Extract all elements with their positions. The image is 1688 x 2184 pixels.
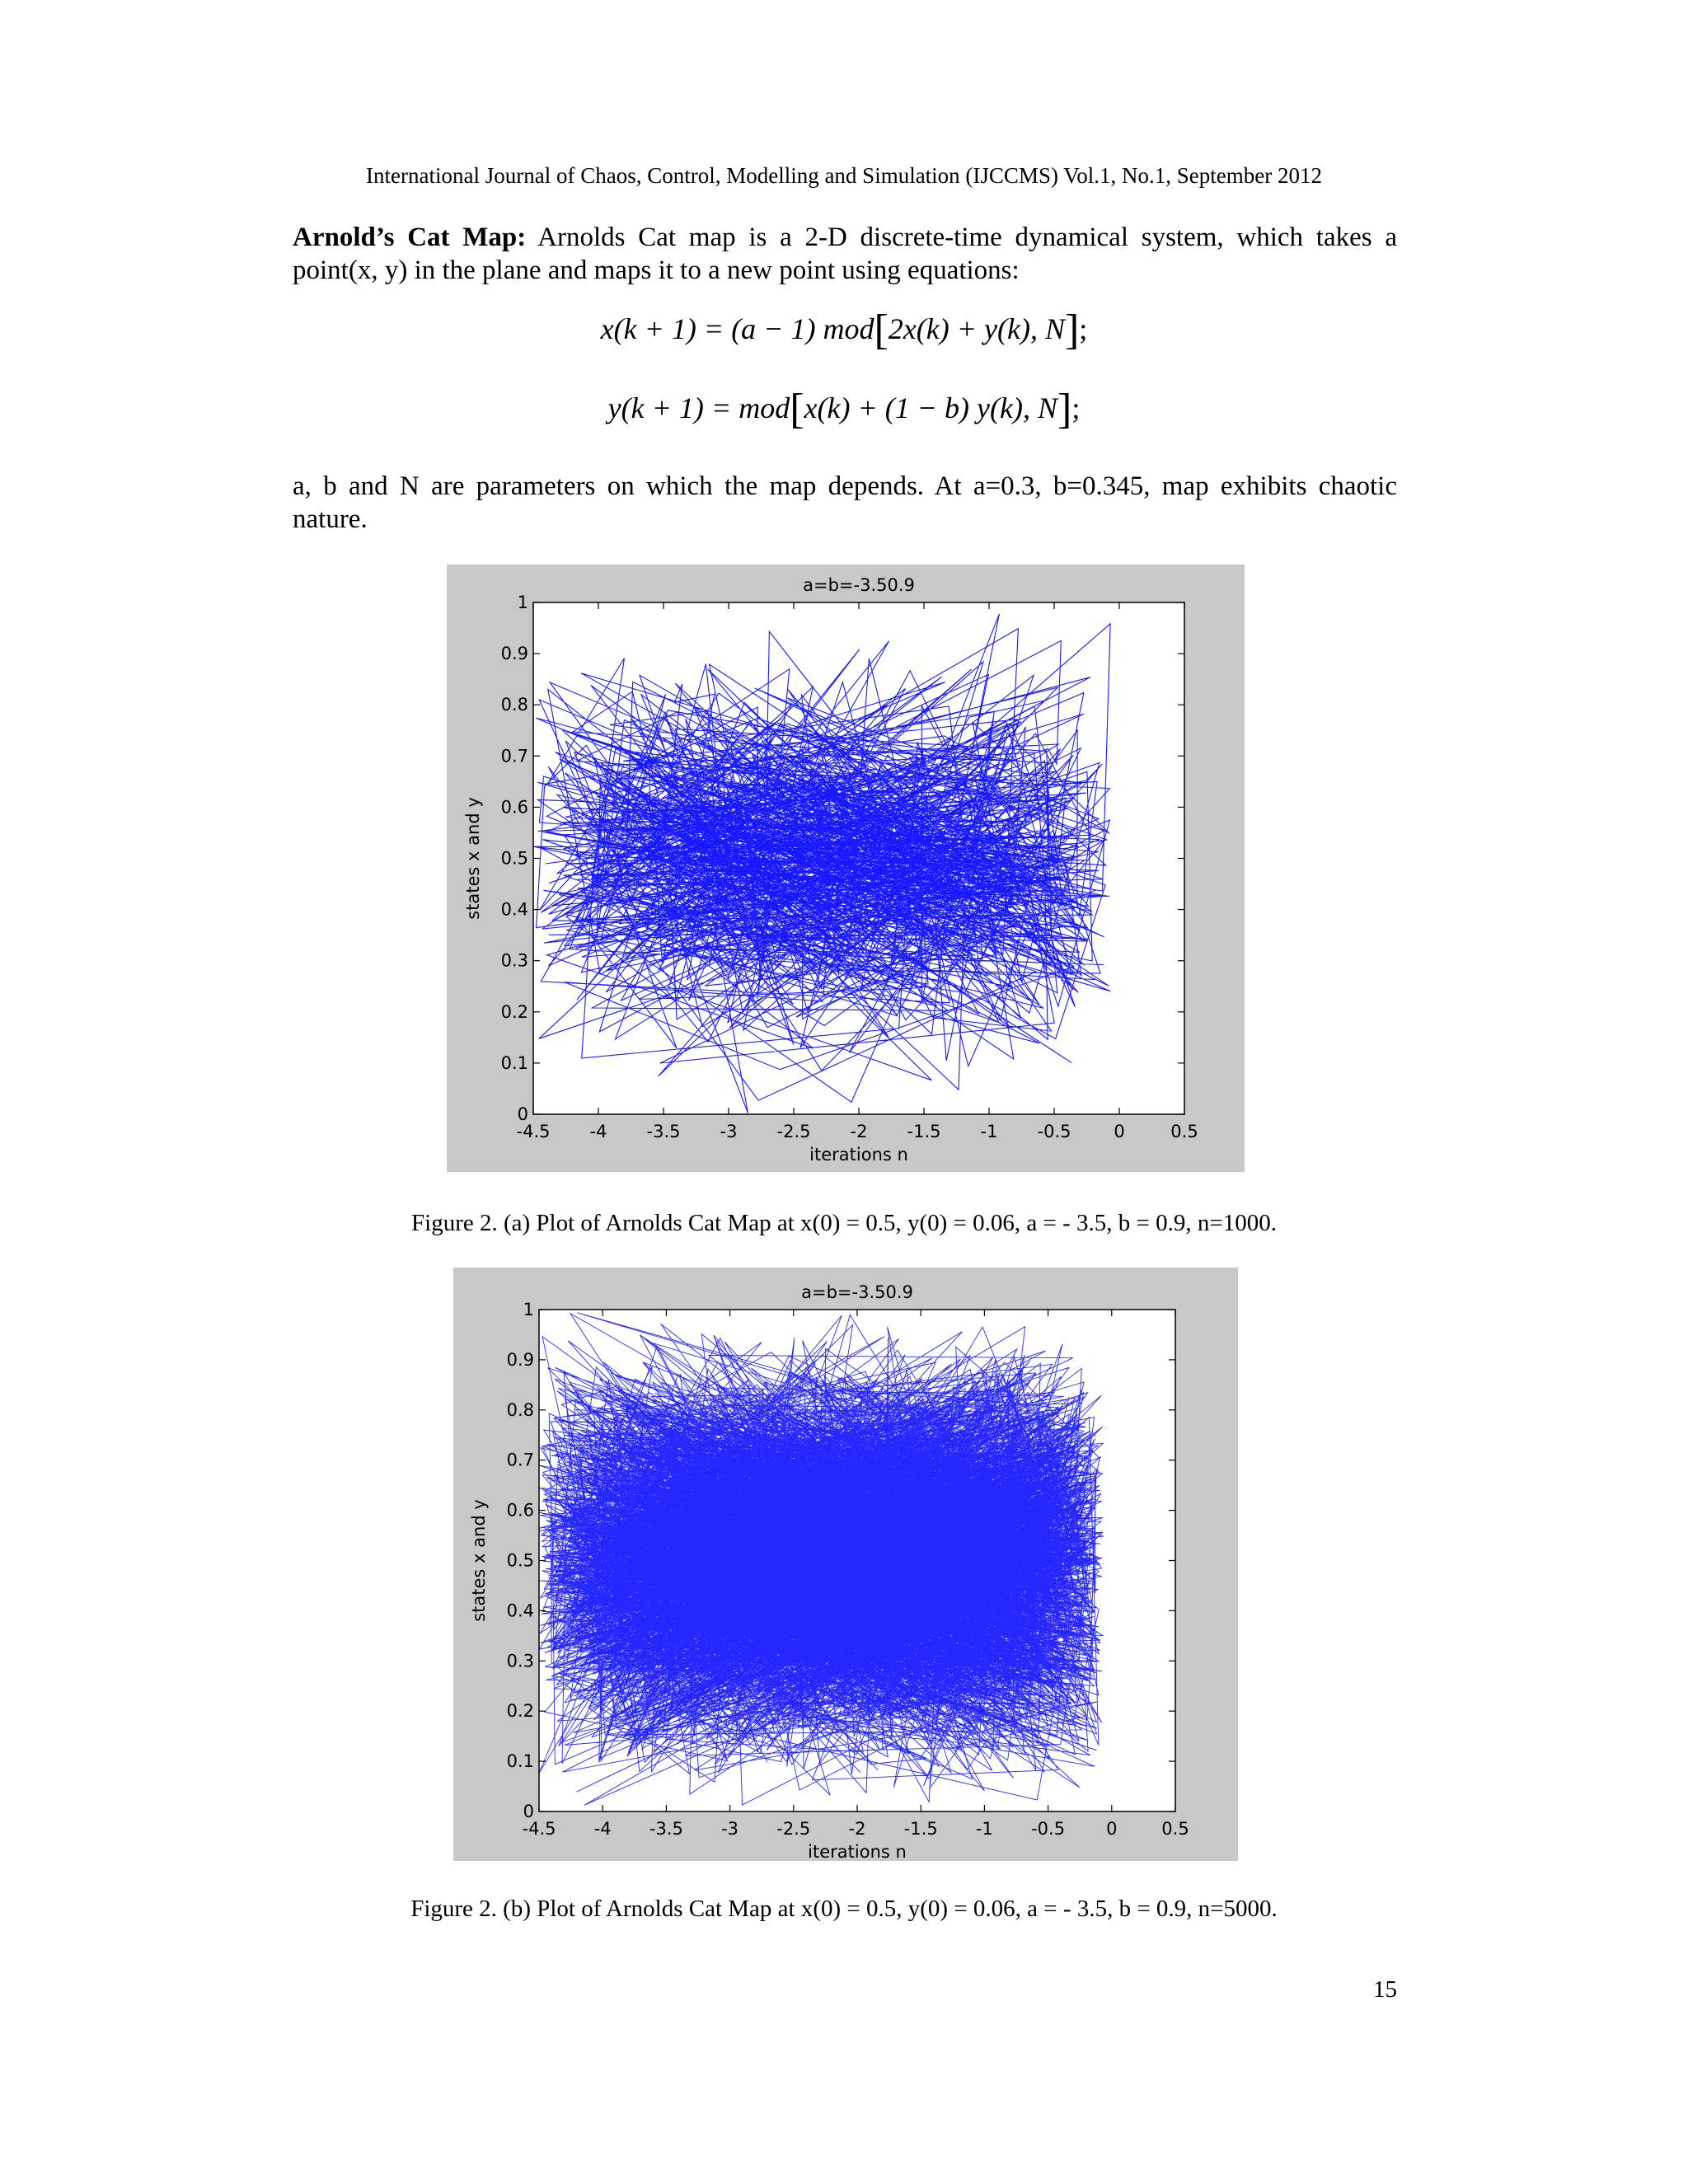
- equation-y-close-bracket: ]: [1057, 386, 1072, 433]
- y-tick-label: 0: [517, 1104, 528, 1124]
- x-tick-label: -4.5: [522, 1819, 556, 1839]
- y-tick-label: 0.7: [500, 746, 528, 766]
- y-tick-label: 0.4: [500, 899, 528, 920]
- term-arnolds-cat-map: Arnold’s Cat Map:: [293, 223, 527, 252]
- parameters-paragraph: a, b and N are parameters on which the map depends. At a=0.3, b=0.345, map exhibits chaotic nature.: [293, 471, 1397, 534]
- equation-x-terminator: ;: [1079, 312, 1088, 345]
- y-tick-label: 0.3: [506, 1651, 534, 1671]
- x-tick-label: -3.5: [646, 1122, 681, 1141]
- y-tick-label: 1: [517, 593, 528, 612]
- x-tick-label: 0: [1106, 1819, 1118, 1839]
- x-tick-label: -1.5: [903, 1819, 938, 1839]
- journal-header: International Journal of Chaos, Control, Modelling and Simulation (IJCCMS) Vol.1, No.1, September 2012: [366, 163, 1322, 188]
- equation-y-argument: x(k) + (1 − b) y(k), N: [804, 391, 1057, 424]
- y-axis-label: states x and y: [463, 797, 483, 920]
- equation-x: [0, 307, 1688, 354]
- x-tick-label: -4: [593, 1819, 612, 1839]
- figure-2a-plot: [447, 565, 1245, 1172]
- x-tick-label: -2: [850, 1122, 868, 1141]
- chart-title: a=b=-3.50.9: [803, 575, 915, 595]
- y-axis-label: states x and y: [469, 1499, 489, 1622]
- equation-x-open-bracket: [: [874, 307, 889, 354]
- chart-title: a=b=-3.50.9: [801, 1282, 913, 1302]
- equation-y-terminator: ;: [1071, 391, 1081, 424]
- equation-x-close-bracket: ]: [1064, 307, 1080, 354]
- x-tick-label: -0.5: [1037, 1122, 1071, 1141]
- y-tick-label: 0.1: [500, 1052, 528, 1073]
- page-number: 15: [1373, 1976, 1397, 2003]
- intro-text: Arnolds Cat map is a 2-D discrete-time dynamical system, which takes a point(x, y) in the plane and maps it to a new point using equations:: [293, 223, 1397, 285]
- figure-2b-caption: Figure 2. (b) Plot of Arnolds Cat Map at x(0) = 0.5, y(0) = 0.06, a = - 3.5, b = 0.9, n=5000.: [410, 1896, 1278, 1922]
- figure-2a: [447, 565, 1245, 1172]
- x-tick-label: -4.5: [516, 1122, 551, 1141]
- equation-x-argument: 2x(k) + y(k), N: [888, 312, 1065, 345]
- x-tick-label: -1.5: [907, 1122, 941, 1141]
- y-tick-label: 0.9: [506, 1349, 534, 1370]
- equation-y-lhs: y(k + 1) = mod: [607, 391, 790, 424]
- y-tick-label: 0.5: [500, 848, 528, 869]
- x-tick-label: -3: [721, 1819, 739, 1839]
- y-tick-label: 0.8: [500, 695, 528, 715]
- x-tick-label: -3.5: [649, 1819, 683, 1839]
- y-tick-label: 0.2: [506, 1701, 534, 1722]
- figure-2b-plot: [453, 1268, 1238, 1861]
- x-tick-label: -1: [975, 1819, 993, 1839]
- y-tick-label: 0.7: [506, 1450, 534, 1470]
- x-tick-label: 0.5: [1161, 1819, 1189, 1839]
- y-tick-label: 1: [523, 1300, 534, 1319]
- y-tick-label: 0.8: [506, 1399, 534, 1420]
- x-axis-label: iterations n: [808, 1842, 907, 1861]
- x-tick-label: 0.5: [1170, 1122, 1198, 1141]
- x-tick-label: 0: [1114, 1122, 1125, 1141]
- y-tick-label: 0.6: [506, 1500, 534, 1521]
- x-tick-label: -3: [720, 1122, 738, 1141]
- equation-y-open-bracket: [: [790, 386, 804, 433]
- equation-y: [0, 386, 1688, 433]
- x-tick-label: -4: [589, 1122, 607, 1141]
- y-tick-label: 0.3: [500, 950, 528, 971]
- x-tick-label: -2: [848, 1819, 866, 1839]
- y-tick-label: 0.5: [506, 1550, 534, 1571]
- y-tick-label: 0.2: [500, 1001, 528, 1022]
- y-tick-label: 0.6: [500, 797, 528, 818]
- y-tick-label: 0: [523, 1802, 534, 1821]
- y-tick-label: 0.1: [506, 1751, 534, 1772]
- y-tick-label: 0.9: [500, 644, 528, 664]
- equation-x-lhs: x(k + 1) = (a − 1) mod: [600, 312, 874, 345]
- y-tick-label: 0.4: [506, 1601, 534, 1621]
- figure-2b: [453, 1268, 1238, 1861]
- x-tick-label: -2.5: [776, 1122, 811, 1141]
- x-tick-label: -0.5: [1031, 1819, 1066, 1839]
- intro-paragraph: [293, 221, 1397, 287]
- x-tick-label: -2.5: [776, 1819, 811, 1839]
- x-axis-label: iterations n: [809, 1145, 908, 1165]
- x-tick-label: -1: [980, 1122, 998, 1141]
- figure-2a-caption: Figure 2. (a) Plot of Arnolds Cat Map at x(0) = 0.5, y(0) = 0.06, a = - 3.5, b = 0.9, n=1000.: [411, 1210, 1277, 1236]
